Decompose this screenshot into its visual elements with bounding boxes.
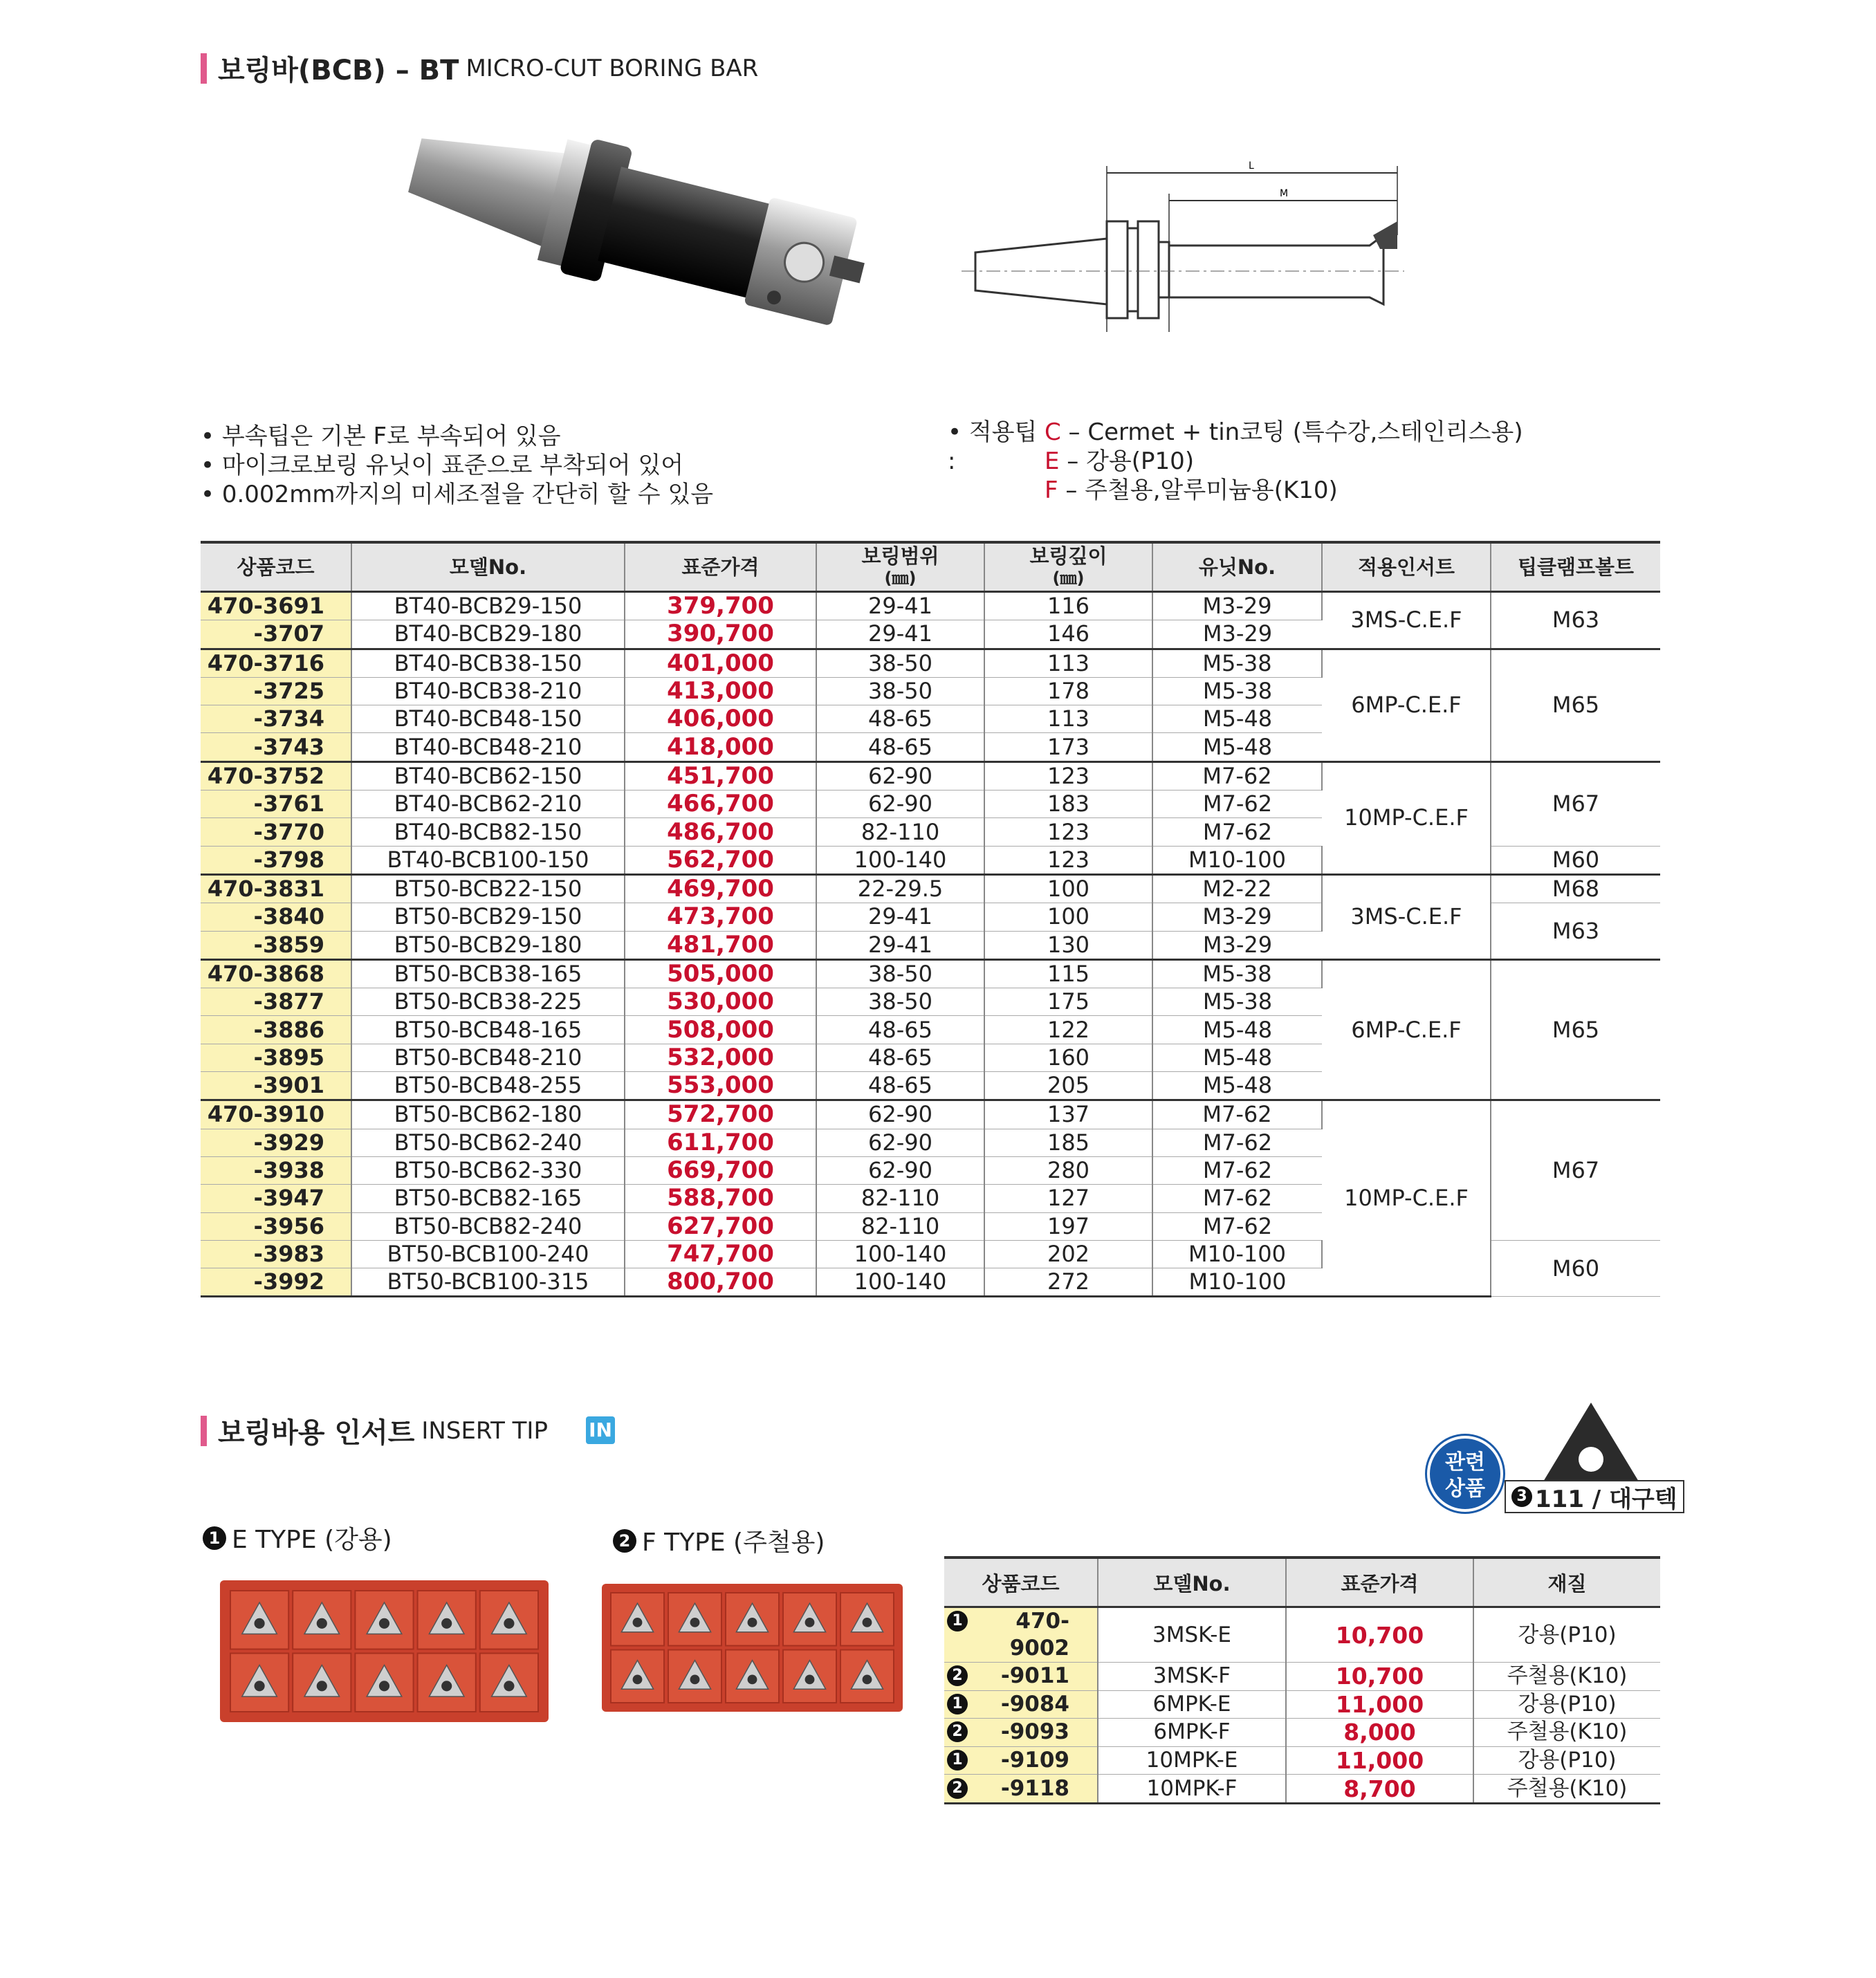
cell-unit: M10-100 [1152,1268,1322,1297]
cell-insert: 3MS-C.E.F [1322,592,1491,649]
cell-insert: 6MP-C.E.F [1322,649,1491,761]
related-product-label[interactable] [1505,1480,1684,1513]
insert-row [944,1775,1660,1804]
insert-row [944,1746,1660,1775]
cell-code: -3743 [201,733,351,761]
insert-cell-model: 10MPK-F [1098,1775,1286,1804]
notes-left [201,422,713,509]
header-range [816,542,984,592]
cell-code: -3798 [201,846,351,874]
cell-unit: M5-48 [1152,1072,1322,1100]
cell-unit: M3-29 [1152,931,1322,959]
cell-model: BT50-BCB48-255 [351,1072,625,1100]
cell-model: BT50-BCB29-180 [351,931,625,959]
cell-price: 532,000 [625,1044,816,1071]
cell-price: 390,700 [625,620,816,649]
insert-cell-model: 3MSK-F [1098,1663,1286,1691]
cell-depth: 137 [984,1100,1152,1129]
tip-desc-f: – 주철용,알루미늄용(K10) [1058,477,1338,504]
cell-price: 530,000 [625,988,816,1016]
cell-depth: 185 [984,1129,1152,1156]
in-badge: IN [586,1416,615,1444]
insert-code-text: -9011 [1000,1663,1069,1689]
header-range-unit: (㎜) [884,569,917,588]
cell-depth: 280 [984,1156,1152,1184]
insert-title-accent-bar [201,1416,207,1446]
cell-price: 800,700 [625,1268,816,1297]
cell-unit: M5-48 [1152,733,1322,761]
header-depth-label: 보링깊이 [1029,544,1107,568]
insert-code-text: -9084 [1000,1691,1069,1717]
cell-depth: 130 [984,931,1152,959]
table-row [201,1100,1660,1129]
cell-price: 466,700 [625,791,816,818]
page-title [201,48,758,88]
insert-tray-f-photo [602,1584,903,1712]
row-num-icon: 1 [947,1750,968,1771]
cell-unit: M10-100 [1152,1240,1322,1268]
cell-code: 470-3716 [201,649,351,677]
cell-unit: M7-62 [1152,1129,1322,1156]
cell-unit: M5-48 [1152,1044,1322,1071]
boring-bar-table [201,541,1660,1297]
cell-range: 62-90 [816,1156,984,1184]
cell-model: BT50-BCB48-210 [351,1044,625,1071]
type-e-label [203,1520,392,1555]
header-bolt: 팁클램프볼트 [1491,542,1660,592]
insert-title-english: INSERT TIP [421,1416,548,1445]
cell-unit: M7-62 [1152,1156,1322,1184]
insert-header-row [944,1558,1660,1607]
cell-code: -3956 [201,1212,351,1240]
cell-unit: M3-29 [1152,620,1322,649]
header-depth-unit: (㎜) [1052,569,1085,588]
tip-desc-e: – 강용(P10) [1059,447,1195,475]
cell-model: BT40-BCB38-150 [351,649,625,677]
cell-insert: 10MP-C.E.F [1322,761,1491,874]
cell-model: BT40-BCB38-210 [351,677,625,705]
insert-header-price: 표준가격 [1286,1558,1473,1607]
cell-model: BT50-BCB100-315 [351,1268,625,1297]
cell-model: BT40-BCB29-150 [351,592,625,620]
cell-depth: 100 [984,903,1152,931]
insert-title-korean: 보링바용 인서트 [218,1417,415,1449]
cell-code: 470-3831 [201,874,351,903]
cell-unit: M5-48 [1152,705,1322,733]
insert-header-model: 모델No. [1098,1558,1286,1607]
cell-unit: M7-62 [1152,818,1322,846]
cell-code: -3886 [201,1016,351,1044]
cell-unit: M7-62 [1152,1185,1322,1212]
boring-bar-diagram [955,152,1411,360]
header-model: 모델No. [351,542,625,592]
cell-code: -3840 [201,903,351,931]
title-english: MICRO-CUT BORING BAR [466,54,759,82]
insert-code-text: -9093 [1000,1719,1069,1745]
cell-range: 48-65 [816,1016,984,1044]
cell-depth: 175 [984,988,1152,1016]
cell-code: -3734 [201,705,351,733]
insert-cell-material: 주철용(K10) [1473,1775,1660,1804]
insert-row [944,1690,1660,1719]
cell-range: 48-65 [816,1044,984,1071]
header-range-label: 보링범위 [861,544,939,568]
header-unit: 유닛No. [1152,542,1322,592]
insert-row [944,1663,1660,1691]
cell-model: BT50-BCB38-165 [351,959,625,988]
cell-price: 401,000 [625,649,816,677]
cell-range: 38-50 [816,677,984,705]
cell-depth: 100 [984,874,1152,903]
cell-code: -3938 [201,1156,351,1184]
cell-depth: 178 [984,677,1152,705]
cell-depth: 272 [984,1268,1152,1297]
cell-price: 747,700 [625,1240,816,1268]
cell-unit: M7-62 [1152,1212,1322,1240]
insert-cell-code [944,1746,1098,1775]
cell-model: BT40-BCB62-210 [351,791,625,818]
cell-unit: M7-62 [1152,1100,1322,1129]
insert-section-title [201,1411,548,1450]
cell-depth: 183 [984,791,1152,818]
insert-cell-model: 3MSK-E [1098,1607,1286,1663]
cell-depth: 197 [984,1212,1152,1240]
cell-model: BT50-BCB22-150 [351,874,625,903]
cell-unit: M7-62 [1152,761,1322,790]
cell-insert: 3MS-C.E.F [1322,874,1491,959]
insert-cell-code [944,1775,1098,1804]
cell-bolt: M68 [1491,874,1660,903]
cell-depth: 173 [984,733,1152,761]
insert-code-text: -9118 [1000,1775,1069,1801]
cell-model: BT50-BCB82-165 [351,1185,625,1212]
cell-range: 62-90 [816,1129,984,1156]
cell-depth: 113 [984,705,1152,733]
cell-model: BT50-BCB62-180 [351,1100,625,1129]
cell-code: 470-3691 [201,592,351,620]
table-header-row [201,542,1660,592]
cell-depth: 123 [984,761,1152,790]
cell-range: 29-41 [816,931,984,959]
cell-insert: 6MP-C.E.F [1322,959,1491,1100]
cell-bolt: M63 [1491,903,1660,960]
insert-cell-price: 11,000 [1286,1690,1473,1719]
cell-model: BT50-BCB62-240 [351,1129,625,1156]
cell-unit: M3-29 [1152,903,1322,931]
cell-depth: 127 [984,1185,1152,1212]
cell-model: BT40-BCB100-150 [351,846,625,874]
cell-depth: 123 [984,846,1152,874]
insert-row [944,1607,1660,1663]
row-num-icon: 1 [947,1694,968,1714]
tip-letter-f: F [1045,477,1058,504]
cell-price: 473,700 [625,903,816,931]
table-row [201,649,1660,677]
cell-depth: 160 [984,1044,1152,1071]
cell-price: 505,000 [625,959,816,988]
cell-model: BT40-BCB62-150 [351,761,625,790]
cell-price: 588,700 [625,1185,816,1212]
cell-depth: 113 [984,649,1152,677]
cell-unit: M5-38 [1152,649,1322,677]
table-body [201,592,1660,1297]
cell-price: 669,700 [625,1156,816,1184]
cell-code: -3859 [201,931,351,959]
cell-code: 470-3910 [201,1100,351,1129]
cell-bolt: M60 [1491,1240,1660,1297]
type-e-num-icon: 1 [203,1526,226,1550]
related-text: 111 / 대구텍 [1535,1485,1677,1513]
cell-range: 62-90 [816,791,984,818]
tip-letter-e: E [1045,447,1060,475]
note-line: • 부속팁은 기본 F로 부속되어 있음 [201,423,561,450]
row-num-icon: 1 [947,1611,968,1632]
cell-price: 562,700 [625,846,816,874]
cell-model: BT50-BCB100-240 [351,1240,625,1268]
related-num-icon: 3 [1511,1486,1532,1507]
cell-range: 48-65 [816,705,984,733]
cell-code: -3992 [201,1268,351,1297]
table-row [201,761,1660,790]
cell-price: 627,700 [625,1212,816,1240]
note-line: • 0.002mm까지의 미세조절을 간단히 할 수 있음 [201,481,714,508]
cell-price: 379,700 [625,592,816,620]
insert-cell-price: 10,700 [1286,1663,1473,1691]
insert-cell-price: 8,700 [1286,1775,1473,1804]
cell-code: -3929 [201,1129,351,1156]
cell-range: 29-41 [816,592,984,620]
cell-code: -3725 [201,677,351,705]
cell-unit: M2-22 [1152,874,1322,903]
cell-range: 38-50 [816,988,984,1016]
cell-code: -3983 [201,1240,351,1268]
cell-code: -3770 [201,818,351,846]
insert-cell-price: 11,000 [1286,1746,1473,1775]
cell-code: 470-3752 [201,761,351,790]
insert-cell-code [944,1690,1098,1719]
cell-range: 62-90 [816,1100,984,1129]
row-num-icon: 2 [947,1665,968,1686]
cell-depth: 122 [984,1016,1152,1044]
tip-desc-c: – Cermet + tin코팅 (특수강,스테인리스용) [1060,418,1523,446]
cell-range: 100-140 [816,846,984,874]
row-num-icon: 2 [947,1721,968,1742]
related-badge-line1: 관련 [1445,1450,1485,1475]
insert-table [944,1556,1660,1804]
cell-code: 470-3868 [201,959,351,988]
cell-range: 29-41 [816,620,984,649]
table-row [201,874,1660,903]
cell-code: -3895 [201,1044,351,1071]
insert-cell-material: 강용(P10) [1473,1607,1660,1663]
type-f-num-icon: 2 [613,1529,636,1553]
cell-code: -3877 [201,988,351,1016]
insert-cell-material: 주철용(K10) [1473,1719,1660,1747]
insert-header-material: 재질 [1473,1558,1660,1607]
header-depth [984,542,1152,592]
cell-bolt: M63 [1491,592,1660,649]
insert-cell-code [944,1663,1098,1691]
type-e-text: E TYPE (강용) [232,1526,392,1554]
tip-letter-c: C [1045,418,1061,446]
cell-model: BT50-BCB29-150 [351,903,625,931]
cell-range: 48-65 [816,1072,984,1100]
cell-range: 38-50 [816,959,984,988]
cell-model: BT40-BCB82-150 [351,818,625,846]
cell-insert: 10MP-C.E.F [1322,1100,1491,1297]
insert-cell-material: 강용(P10) [1473,1690,1660,1719]
insert-cell-model: 6MPK-E [1098,1690,1286,1719]
cell-bolt: M67 [1491,761,1660,846]
note-line: • 마이크로보링 유닛이 표준으로 부착되어 있어 [201,452,684,479]
cell-price: 451,700 [625,761,816,790]
boring-bar-photo [387,124,885,373]
type-f-text: F TYPE (주철용) [642,1528,825,1557]
insert-cell-model: 10MPK-E [1098,1746,1286,1775]
cell-model: BT40-BCB29-180 [351,620,625,649]
table-row [201,592,1660,620]
cell-depth: 146 [984,620,1152,649]
cell-unit: M5-38 [1152,988,1322,1016]
type-f-label [613,1523,825,1558]
insert-cell-code [944,1607,1098,1663]
header-price: 표준가격 [625,542,816,592]
insert-cell-model: 6MPK-F [1098,1719,1286,1747]
cell-range: 38-50 [816,649,984,677]
insert-code-text: -9109 [1000,1748,1069,1773]
cell-price: 508,000 [625,1016,816,1044]
cell-range: 29-41 [816,903,984,931]
insert-header-code: 상품코드 [944,1558,1098,1607]
cell-code: -3947 [201,1185,351,1212]
cell-price: 418,000 [625,733,816,761]
cell-depth: 116 [984,592,1152,620]
related-product-badge[interactable] [1427,1436,1503,1512]
diagram-label-l: L [1249,160,1254,172]
cell-price: 413,000 [625,677,816,705]
diagram-label-m: M [1280,188,1289,199]
title-korean: 보링바(BCB) – BT [218,55,459,86]
insert-code-text: 470-9002 [1009,1609,1069,1661]
insert-cell-price: 8,000 [1286,1719,1473,1747]
row-num-icon: 2 [947,1778,968,1799]
header-insert: 적용인서트 [1322,542,1491,592]
cell-code: -3707 [201,620,351,649]
cell-depth: 123 [984,818,1152,846]
cell-bolt: M65 [1491,649,1660,761]
cell-range: 82-110 [816,1185,984,1212]
cell-price: 486,700 [625,818,816,846]
cell-depth: 205 [984,1072,1152,1100]
cell-price: 469,700 [625,874,816,903]
cell-model: BT50-BCB38-225 [351,988,625,1016]
cell-code: -3901 [201,1072,351,1100]
cell-depth: 115 [984,959,1152,988]
cell-range: 100-140 [816,1240,984,1268]
insert-cell-code [944,1719,1098,1747]
cell-code: -3761 [201,791,351,818]
header-code: 상품코드 [201,542,351,592]
cell-range: 100-140 [816,1268,984,1297]
cell-model: BT40-BCB48-150 [351,705,625,733]
cell-range: 22-29.5 [816,874,984,903]
cell-price: 481,700 [625,931,816,959]
cell-bolt: M60 [1491,846,1660,874]
cell-model: BT40-BCB48-210 [351,733,625,761]
table-row [201,959,1660,988]
cell-range: 82-110 [816,818,984,846]
cell-bolt: M65 [1491,959,1660,1100]
insert-tray-e-photo [220,1580,549,1722]
cell-unit: M10-100 [1152,846,1322,874]
notes-right [948,418,1523,505]
cell-unit: M5-48 [1152,1016,1322,1044]
cell-range: 48-65 [816,733,984,761]
cell-unit: M5-38 [1152,677,1322,705]
cell-price: 611,700 [625,1129,816,1156]
cell-unit: M5-38 [1152,959,1322,988]
cell-model: BT50-BCB62-330 [351,1156,625,1184]
insert-row [944,1719,1660,1747]
cell-range: 82-110 [816,1212,984,1240]
cell-model: BT50-BCB82-240 [351,1212,625,1240]
title-accent-bar [201,53,207,84]
cell-price: 406,000 [625,705,816,733]
cell-bolt: M67 [1491,1100,1660,1240]
tip-label: • 적용팁 : [948,418,1038,475]
cell-range: 62-90 [816,761,984,790]
insert-cell-price: 10,700 [1286,1607,1473,1663]
cell-unit: M7-62 [1152,791,1322,818]
insert-table-body [944,1607,1660,1804]
insert-cell-material: 강용(P10) [1473,1746,1660,1775]
cell-model: BT50-BCB48-165 [351,1016,625,1044]
cell-depth: 202 [984,1240,1152,1268]
related-badge-line2: 상품 [1445,1477,1485,1501]
cell-price: 553,000 [625,1072,816,1100]
cell-price: 572,700 [625,1100,816,1129]
insert-cell-material: 주철용(K10) [1473,1663,1660,1691]
cell-unit: M3-29 [1152,592,1322,620]
